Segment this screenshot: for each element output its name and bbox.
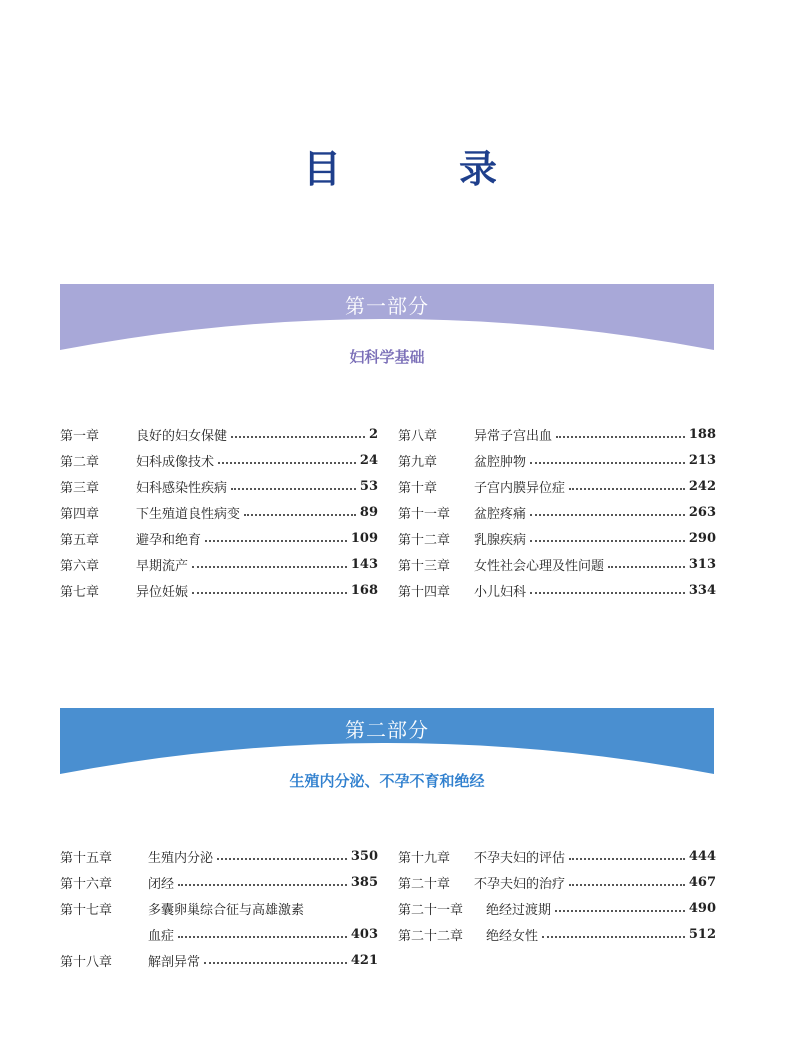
chapter-title: 闭经 [148,876,175,892]
chapter-number: 第十八章 [60,954,113,970]
chapter-title: 小儿妇科 [474,584,527,600]
chapter-title: 绝经过渡期 [486,902,552,918]
chapter-number: 第十二章 [398,532,451,548]
part-two-label: 第二部分 [345,718,429,742]
page-number: 263 [688,504,716,520]
page-number: 242 [688,478,716,494]
toc-entry[interactable] [60,424,378,444]
toc-entry[interactable] [60,476,378,496]
part-two-banner [60,708,714,776]
part-one-subtitle: 妇科学基础 [349,348,425,366]
toc-entry[interactable] [398,502,716,522]
chapter-number: 第一章 [60,428,100,444]
chapter-number: 第十四章 [398,584,451,600]
page-number: 213 [688,452,716,468]
chapter-number: 第五章 [60,532,100,548]
chapter-number: 第六章 [60,558,100,574]
chapter-number: 第二章 [60,454,100,470]
chapter-number: 第二十章 [398,876,451,892]
toc-entry[interactable] [398,924,716,944]
page-number: 188 [688,426,716,442]
page-number: 89 [359,504,378,520]
chapter-title: 盆腔肿物 [474,454,527,470]
chapter-title: 下生殖道良性病变 [136,506,241,522]
chapter-title: 生殖内分泌 [148,850,214,866]
toc-entry[interactable] [398,872,716,892]
chapter-title: 女性社会心理及性问题 [474,558,605,574]
chapter-title: 解剖异常 [148,954,201,970]
chapter-number: 第二十二章 [398,928,464,944]
chapter-title: 妇科感染性疾病 [136,480,228,496]
page-number: 403 [350,926,378,942]
chapter-number: 第三章 [60,480,100,496]
page-number: 24 [359,452,378,468]
chapter-number: 第八章 [398,428,438,444]
page-number: 512 [688,926,716,942]
part-one-banner [60,284,714,352]
chapter-title: 早期流产 [136,558,189,574]
leader-dots [217,858,347,860]
chapter-title: 异常子宫出血 [474,428,553,444]
toc-entry-continuation[interactable] [60,924,378,944]
page-title: 目 录 [302,146,537,191]
page-number: 421 [350,952,378,968]
page-number: 467 [688,874,716,890]
chapter-title: 不孕夫妇的治疗 [474,876,566,892]
toc-entry[interactable] [398,554,716,574]
leader-dots [530,462,685,464]
page-number: 109 [350,530,378,546]
toc-entry[interactable] [60,528,378,548]
chapter-title: 避孕和绝育 [136,532,202,548]
toc-entry[interactable] [398,476,716,496]
chapter-number: 第四章 [60,506,100,522]
toc-entry[interactable] [60,898,378,918]
chapter-number: 第十七章 [60,902,113,918]
chapter-title: 子宫内膜异位症 [474,480,566,496]
page-number: 444 [688,848,716,864]
leader-dots [231,488,356,490]
leader-dots [178,936,347,938]
chapter-number: 第七章 [60,584,100,600]
chapter-number: 第十章 [398,480,438,496]
page-number: 53 [359,478,378,494]
page-number: 313 [688,556,716,572]
chapter-title: 异位妊娠 [136,584,189,600]
chapter-number: 第十一章 [398,506,451,522]
page-number: 350 [350,848,378,864]
chapter-title: 盆腔疼痛 [474,506,527,522]
chapter-number: 第九章 [398,454,438,470]
toc-entry[interactable] [60,554,378,574]
leader-dots [542,936,685,938]
chapter-title: 乳腺疾病 [474,532,527,548]
chapter-title: 多囊卵巢综合征与高雄激素 [148,902,305,918]
toc-entry[interactable] [60,450,378,470]
chapter-title: 不孕夫妇的评估 [474,850,566,866]
chapter-number: 第十五章 [60,850,113,866]
toc-entry[interactable] [398,450,716,470]
chapter-number: 第十六章 [60,876,113,892]
leader-dots [192,566,347,568]
leader-dots [178,884,347,886]
leader-dots [608,566,685,568]
chapter-title-continued: 血症 [148,928,175,944]
chapter-number: 第十三章 [398,558,451,574]
page-number: 2 [368,426,378,442]
page-number: 334 [688,582,716,598]
toc-entry[interactable] [60,846,378,866]
leader-dots [244,514,356,516]
toc-entry[interactable] [60,950,378,970]
leader-dots [192,592,347,594]
toc-entry[interactable] [398,580,716,600]
leader-dots [205,540,347,542]
toc-entry[interactable] [60,872,378,892]
toc-entry[interactable] [398,846,716,866]
page-number: 168 [350,582,378,598]
toc-entry[interactable] [398,898,716,918]
part-two-subtitle: 生殖内分泌、不孕不育和绝经 [289,772,485,790]
toc-entry[interactable] [398,528,716,548]
page-number: 490 [688,900,716,916]
page-number: 290 [688,530,716,546]
chapter-title: 良好的妇女保健 [136,428,228,444]
leader-dots [530,592,685,594]
leader-dots [530,514,685,516]
leader-dots [218,462,356,464]
leader-dots [569,488,685,490]
leader-dots [530,540,685,542]
leader-dots [569,884,685,886]
chapter-title: 绝经女性 [486,928,539,944]
page-number: 385 [350,874,378,890]
toc-entry[interactable] [60,502,378,522]
toc-entry[interactable] [60,580,378,600]
chapter-number: 第十九章 [398,850,451,866]
page-number: 143 [350,556,378,572]
leader-dots [204,962,347,964]
toc-entry[interactable] [398,424,716,444]
leader-dots [556,436,685,438]
leader-dots [569,858,685,860]
leader-dots [231,436,365,438]
part-one-label: 第一部分 [345,294,429,318]
chapter-title: 妇科成像技术 [136,454,215,470]
chapter-number: 第二十一章 [398,902,464,918]
leader-dots [555,910,685,912]
